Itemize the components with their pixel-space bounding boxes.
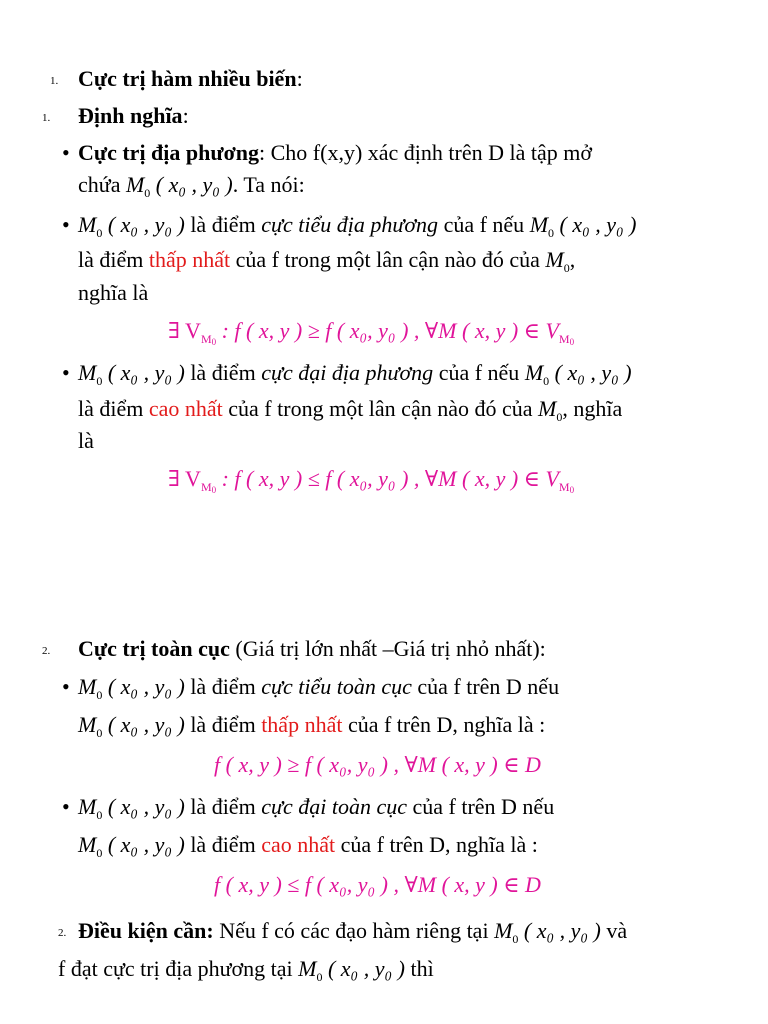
paragraph-line: [78, 428, 94, 454]
heading-title: Cực trị toàn cục: [78, 636, 230, 661]
bullet-icon: •: [62, 212, 70, 237]
point-m0: $M_0$ ( x₀ , y₀ ): [78, 712, 185, 740]
paragraph-line: [78, 172, 305, 198]
paragraph-line: [78, 832, 538, 858]
section-number: 1.: [50, 75, 59, 87]
point-m0: $M_0$ ( x₀ , y₀ ): [125, 172, 233, 200]
paragraph-line: [78, 280, 148, 306]
term-italic: cực đại địa phương: [261, 360, 434, 385]
text: , nghĩa: [562, 396, 623, 421]
paragraph-line: [78, 396, 622, 422]
heading-title: Cực trị hàm nhiều biến: [78, 66, 297, 91]
text: là: [78, 428, 94, 453]
text: của f trên D nếu: [411, 674, 560, 699]
text: và: [600, 918, 628, 943]
section-number: 2.: [58, 927, 67, 939]
text: là điểm: [184, 794, 262, 819]
m0: $M_0$: [545, 247, 570, 275]
text: là điểm: [78, 396, 149, 421]
point-m0: $M_0$ ( x₀ , y₀ ): [78, 212, 185, 240]
paragraph-line: [78, 794, 554, 820]
paragraph-line: [78, 674, 559, 700]
formula-global-min: f ( x, y ) ≥ f ( x₀, y₀ ) , ∀M ( x, y ) ∈ D: [214, 752, 541, 777]
section-heading: [78, 103, 189, 129]
point-m0: $M_0$ ( x₀ , y₀ ): [529, 212, 637, 240]
highlight-highest: cao nhất: [261, 832, 336, 857]
term-italic: cực tiểu địa phương: [261, 212, 439, 237]
section-number: 1.: [42, 112, 51, 124]
text: là điểm: [184, 674, 262, 699]
text: là điểm: [184, 360, 262, 385]
text: của f trong một lân cận nào đó của: [230, 247, 546, 272]
heading-title: Định nghĩa: [78, 103, 183, 128]
point-m0: $M_0$ ( x₀ , y₀ ): [78, 674, 185, 702]
point-m0: $M_0$ ( x₀ , y₀ ): [524, 360, 632, 388]
heading-tail: (Giá trị lớn nhất –Giá trị nhỏ nhất):: [229, 636, 546, 661]
point-m0: $M_0$ ( x₀ , y₀ ): [78, 832, 185, 860]
bullet-icon: •: [62, 140, 70, 165]
text: của f nếu: [438, 212, 530, 237]
text: ,: [569, 247, 576, 272]
text: của f trên D, nghĩa là :: [342, 712, 546, 737]
bullet-icon: •: [62, 674, 70, 699]
text: Nếu f có các đạo hàm riêng tại: [213, 918, 495, 943]
text: của f nếu: [433, 360, 525, 385]
formula-local-max: ∃ $V_{M_0}$ : f ( x, y ) ≤ f ( x₀, y₀ ) , ∀M ( x, y ) ∈ $V_{M_0}$: [168, 466, 575, 495]
heading-title: Điều kiện cần:: [78, 918, 214, 943]
text: : Cho f(x,y) xác định trên D là tập mở: [259, 140, 592, 165]
paragraph-line: [78, 712, 545, 738]
text: . Ta nói:: [232, 172, 305, 197]
term-italic: cực đại toàn cục: [261, 794, 407, 819]
section-heading: [78, 66, 303, 92]
text: là điểm: [184, 212, 262, 237]
heading-tail: :: [296, 66, 303, 91]
highlight-lowest: thấp nhất: [148, 247, 231, 272]
formula-global-max: f ( x, y ) ≤ f ( x₀, y₀ ) , ∀M ( x, y ) ∈ D: [214, 872, 541, 897]
term: Cực trị địa phương: [78, 140, 259, 165]
paragraph-line: [78, 212, 637, 238]
text: của f trên D, nghĩa là :: [335, 832, 538, 857]
text: thì: [404, 956, 434, 981]
point-m0: $M_0$ ( x₀ , y₀ ): [494, 918, 601, 946]
m0: $M_0$: [538, 396, 563, 424]
section-heading: [78, 636, 546, 662]
text: chứa: [78, 172, 126, 197]
paragraph-line: [58, 956, 434, 982]
bullet-icon: •: [62, 360, 70, 385]
text: là điểm: [184, 712, 262, 737]
section-number: 2.: [42, 645, 51, 657]
text: là điểm: [184, 832, 262, 857]
formula-local-min: ∃ $V_{M_0}$ : f ( x, y ) ≥ f ( x₀, y₀ ) , ∀M ( x, y ) ∈ $V_{M_0}$: [168, 318, 575, 347]
text: f đạt cực trị địa phương tại: [58, 956, 299, 981]
point-m0: $M_0$ ( x₀ , y₀ ): [298, 956, 405, 984]
paragraph-line: [78, 140, 721, 166]
highlight-highest: cao nhất: [148, 396, 223, 421]
bullet-icon: •: [62, 794, 70, 819]
paragraph-line: [78, 247, 575, 273]
point-m0: $M_0$ ( x₀ , y₀ ): [78, 794, 185, 822]
point-m0: $M_0$ ( x₀ , y₀ ): [78, 360, 185, 388]
paragraph-line: [78, 918, 627, 944]
paragraph-line: [78, 360, 632, 386]
term-italic: cực tiểu toàn cục: [261, 674, 412, 699]
text: của f trên D nếu: [406, 794, 555, 819]
text: nghĩa là: [78, 280, 149, 305]
text: là điểm: [78, 247, 149, 272]
highlight-lowest: thấp nhất: [261, 712, 343, 737]
text: của f trong một lân cận nào đó của: [222, 396, 538, 421]
heading-tail: :: [182, 103, 189, 128]
